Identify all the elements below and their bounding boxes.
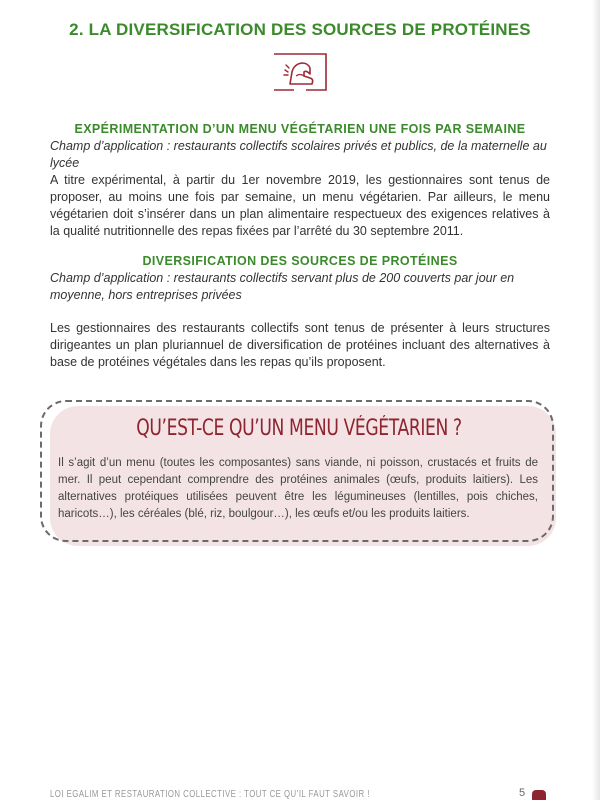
block1-scope: Champ d’application : restaurants collectifs scolaires privés et publics, de la maternelle au lycée <box>50 139 547 170</box>
block2-heading: DIVERSIFICATION DES SOURCES DE PROTÉINES <box>142 254 458 268</box>
flexed-arm-icon <box>270 50 330 102</box>
block1-body: A titre expérimental, à partir du 1er novembre 2019, les gestionnaires sont tenus de proposer, au moins une fois par semaine, un menu végétarien. Par ailleurs, le menu végétarien doit s’insérer dans un plan alimentaire respectueux des exigences relatives à la qualité nutritionnelle des repas fixées par l’arrêté du 30 septembre 2011. <box>50 173 550 238</box>
section-title: 2. LA DIVERSIFICATION DES SOURCES DE PROTÉINES <box>69 20 531 39</box>
block2-scope: Champ d’application : restaurants collectifs servant plus de 200 couverts par jour en moyenne, hors entreprises privées <box>50 271 515 302</box>
callout-body: Il s’agit d’un menu (toutes les composantes) sans viande, ni poisson, crustacés et fruits de mer. Il peut cependant comprendre des protéines animales (œufs, produits laitiers). Les alternatives protéiques utilisées peuvent être les légumineuses (lentilles, pois chiches, haricots…), les céréales (blé, riz, boulgour…), les œufs et/ou les produits laitiers. <box>58 457 538 520</box>
footer-text: LOI EGALIM ET RESTAURATION COLLECTIVE : TOUT CE QU’IL FAUT SAVOIR ! <box>50 789 370 800</box>
vegetarian-menu-callout <box>40 400 558 548</box>
callout-title: QU’EST-CE QU’UN MENU VÉGÉTARIEN ? <box>136 416 462 441</box>
page-tab-marker <box>532 790 546 800</box>
block2-body: Les gestionnaires des restaurants collectifs sont tenus de présenter à leurs structures dirigeantes un plan pluriannuel de diversification de protéines incluant des alternatives à base de protéines végétales dans les repas qu’ils proposent. <box>50 321 550 369</box>
page-number: 5 <box>519 787 526 799</box>
page-edge-shadow <box>592 0 600 800</box>
block1-heading: EXPÉRIMENTATION D’UN MENU VÉGÉTARIEN UNE FOIS PAR SEMAINE <box>74 122 526 136</box>
